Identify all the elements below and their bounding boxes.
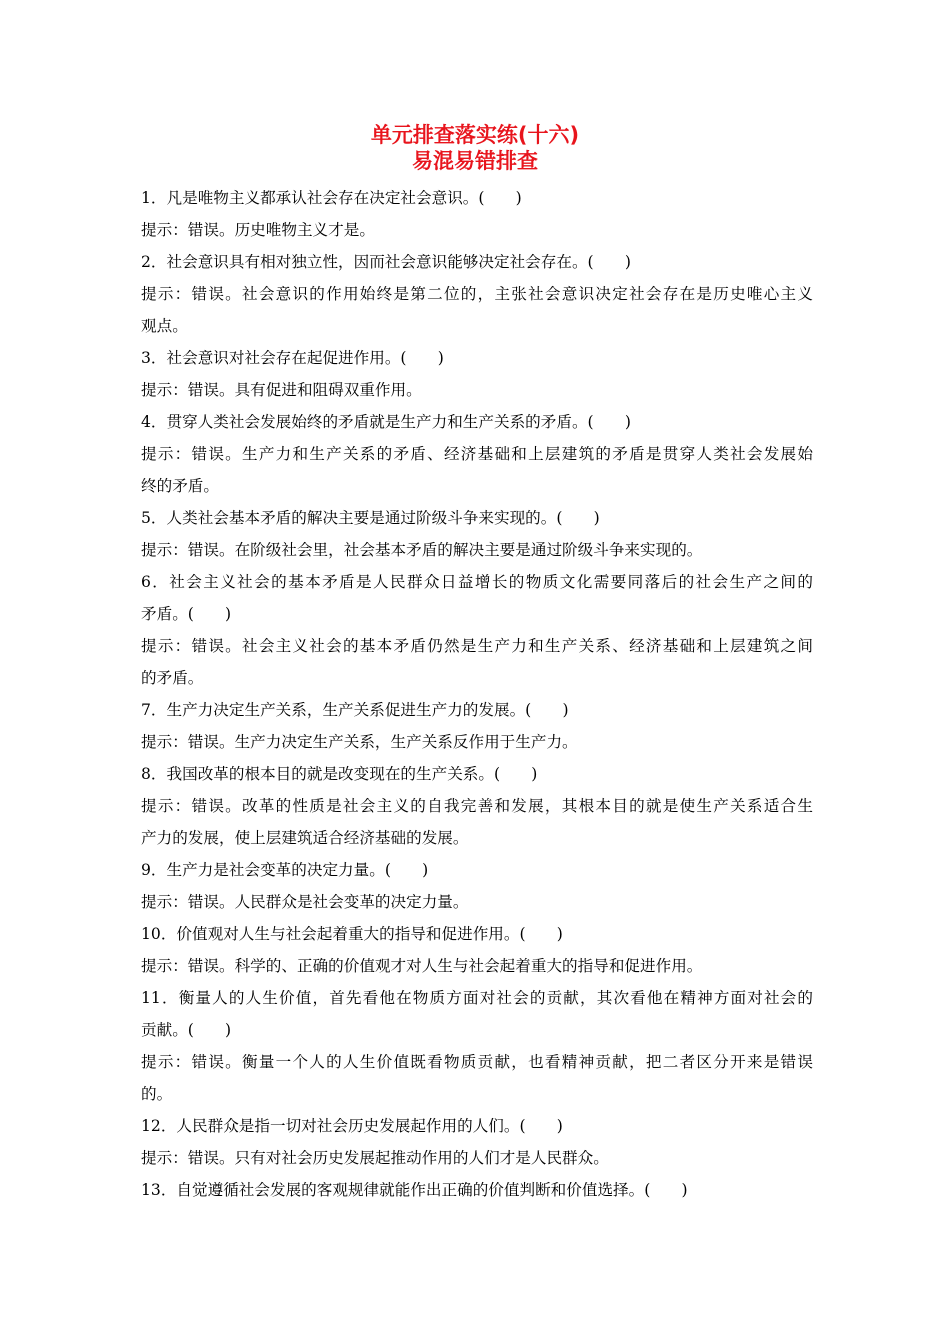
text-line: 提示：错误。改革的性质是社会主义的自我完善和发展，其根本目的就是使生产关系适合生 (141, 797, 813, 815)
text-line: 提示：错误。科学的、正确的价值观才对人生与社会起着重大的指导和促进作用。 (141, 957, 703, 975)
text-line: 提示：错误。衡量一个人的人生价值既看物质贡献，也看精神贡献，把二者区分开来是错误 (141, 1053, 813, 1071)
text-line: 13．自觉遵循社会发展的客观规律就能作出正确的价值判断和价值选择。( ) (141, 1181, 688, 1199)
text-line: 终的矛盾。 (141, 477, 219, 495)
title-line-2: 易混易错排查 (412, 149, 538, 173)
text-line: 6．社会主义社会的基本矛盾是人民群众日益增长的物质文化需要同落后的社会生产之间的 (141, 573, 813, 591)
text-line: 贡献。( ) (141, 1021, 232, 1039)
text-line: 5．人类社会基本矛盾的解决主要是通过阶级斗争来实现的。( ) (141, 509, 600, 527)
text-line: 观点。 (141, 317, 188, 335)
document-title (0, 122, 950, 174)
text-line: 8．我国改革的根本目的就是改变现在的生产关系。( ) (141, 765, 538, 783)
text-line: 9．生产力是社会变革的决定力量。( ) (141, 861, 429, 879)
text-line: 11．衡量人的人生价值，首先看他在物质方面对社会的贡献，其次看他在精神方面对社会的 (141, 989, 813, 1007)
text-line: 提示：错误。在阶级社会里，社会基本矛盾的解决主要是通过阶级斗争来实现的。 (141, 541, 703, 559)
text-line: 的矛盾。 (141, 669, 204, 687)
text-line: 的。 (141, 1085, 173, 1103)
text-line: 12．人民群众是指一切对社会历史发展起作用的人们。( ) (141, 1117, 563, 1135)
text-line: 提示：错误。具有促进和阻碍双重作用。 (141, 381, 422, 399)
text-line: 提示：错误。生产力决定生产关系，生产关系反作用于生产力。 (141, 733, 578, 751)
text-line: 2．社会意识具有相对独立性，因而社会意识能够决定社会存在。( ) (141, 253, 631, 271)
text-line: 提示：错误。社会意识的作用始终是第二位的，主张社会意识决定社会存在是历史唯心主义 (141, 285, 813, 303)
text-line: 提示：错误。历史唯物主义才是。 (141, 221, 375, 239)
text-line: 提示：错误。社会主义社会的基本矛盾仍然是生产力和生产关系、经济基础和上层建筑之间 (141, 637, 813, 655)
text-line: 1．凡是唯物主义都承认社会存在决定社会意识。( ) (141, 189, 522, 207)
title-line-1: 单元排查落实练(十六) (370, 123, 580, 147)
document-body (141, 182, 813, 1206)
text-line: 4．贯穿人类社会发展始终的矛盾就是生产力和生产关系的矛盾。( ) (141, 413, 631, 431)
text-line: 10．价值观对人生与社会起着重大的指导和促进作用。( ) (141, 925, 563, 943)
text-line: 7．生产力决定生产关系，生产关系促进生产力的发展。( ) (141, 701, 569, 719)
text-line: 3．社会意识对社会存在起促进作用。( ) (141, 349, 444, 367)
text-line: 提示：错误。生产力和生产关系的矛盾、经济基础和上层建筑的矛盾是贯穿人类社会发展始 (141, 445, 813, 463)
text-line: 产力的发展，使上层建筑适合经济基础的发展。 (141, 829, 469, 847)
text-line: 提示：错误。只有对社会历史发展起推动作用的人们才是人民群众。 (141, 1149, 609, 1167)
text-line: 矛盾。( ) (141, 605, 232, 623)
text-line: 提示：错误。人民群众是社会变革的决定力量。 (141, 893, 469, 911)
